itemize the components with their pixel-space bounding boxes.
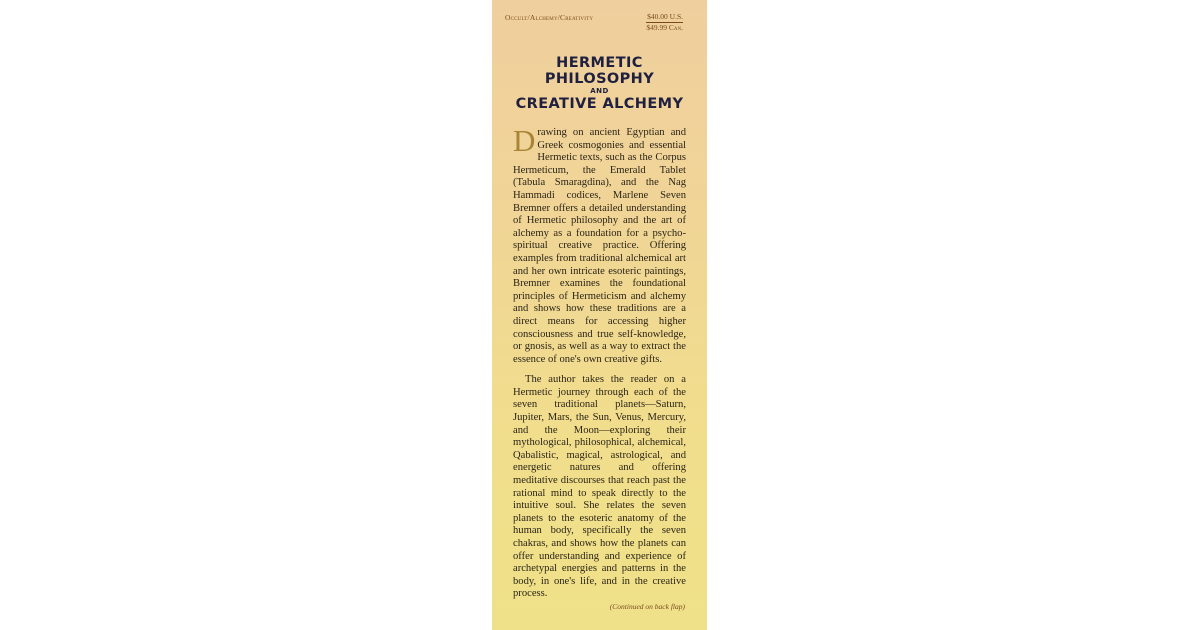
price-box: [646, 12, 683, 32]
price-us: $40.00 U.S.: [647, 12, 683, 21]
title-line-3: CREATIVE ALCHEMY: [515, 96, 684, 112]
description-paragraph-1: Drawing on ancient Egyptian and Greek cosmogonies and essential Hermetic texts, such as the Corpus Hermeticum, the Emerald Tablet (Tabula Smaragdina), and the Nag Hammadi codices, Marlene Seven Bremner offers a detailed understanding of Hermetic philosophy and the art of alchemy as a foundation for a psycho-spiritual creative practice. Offering examples from traditional alchemical art and her own intricate esoteric paintings, Bremner examines the foundational principles of Hermeticism and alchemy and shows how these traditions are a direct means for accessing higher consciousness and true self-knowledge, or gnosis, as well as a way to extract the essence of one's own creative gifts.: [513, 123, 686, 365]
continued-note: (Continued on back flap): [609, 602, 685, 611]
description-paragraph-2: The author takes the reader on a Hermetic journey through each of the seven traditional planets—Saturn, Jupiter, Mars, the Sun, Venus, Mercury, and the Moon—exploring their mythological, philosophical, alchemical, Qabalistic, magical, astrological, and energetic natures and offering meditative discourses that reach past the rational mind to speak directly to the intuitive soul. She relates the seven planets to the esoteric anatomy of the human body, specifically the seven chakras, and shows how the planets can offer understanding and experience of archetypal energies and patterns in the body, in one's life, and in the creative process.: [513, 374, 686, 600]
category-label: Occult/Alchemy/Creativity: [505, 13, 594, 22]
price-can: $49.99 Can.: [646, 23, 683, 32]
book-flap: [492, 0, 707, 630]
book-title: [492, 55, 707, 112]
title-line-2: PHILOSOPHY: [544, 71, 655, 87]
title-and: AND: [590, 87, 609, 95]
title-line-1: HERMETIC: [556, 55, 643, 71]
flap-body: [513, 123, 686, 601]
